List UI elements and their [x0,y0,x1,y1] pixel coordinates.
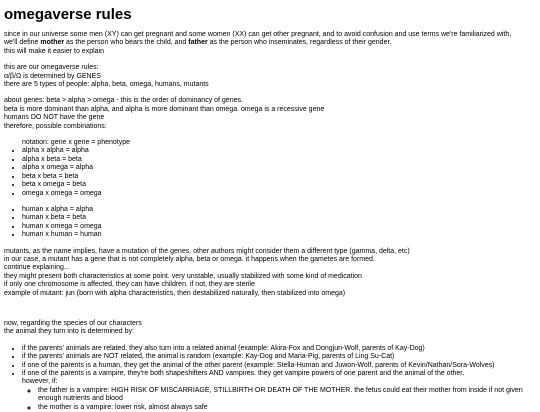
list-item: • if the parents' animals are related, they also turn into a related animal (example: Akira-Fox and Dongjun-Wolf, parents of Kay-Dog) [22,345,536,353]
father-term: father [188,39,208,47]
list-item: • beta x omega = beta [22,181,536,189]
list-item: • alpha x beta = beta [22,156,536,164]
rules-paragraph [4,64,536,89]
list-item: • alpha x alpha = alpha [22,147,536,155]
however-text: however, if: [22,378,58,386]
mutants-line-3: continue explaining... [4,264,70,272]
species-paragraph [4,320,536,337]
list-item: • human x beta = beta [22,214,536,222]
vampire-sub-list [22,387,536,412]
rules-line-2: α/β/Ω is determined by GENES [4,72,101,80]
list-item: • if the parents' animals are NOT related, the animal is random (example: Kay-Dog and Maria-Pig, parents of Ling Su-Cat) [22,353,536,361]
mutants-paragraph [4,248,536,298]
list-item: • human x alpha = alpha [22,206,536,214]
list-item: • beta x beta = beta [22,173,536,181]
intro-line-2-suffix: as the person who inseminates, regardless of their gender. [207,39,392,47]
mutants-line-2: in our case, a mutant has a gene that is not completely alpha, beta or omega. it happens when the gametes are formed. [4,255,375,263]
mutants-line-6: example of mutant: jun (born with alpha characteristics, then destabilized naturally, then stabilized into omega) [4,289,346,297]
mother-term: mother [40,39,65,47]
list-item: • if one of the parents is a human, they get the animal of the other parent (example: Stella-Human and Juwon-Wolf, parents of Kevin/Nathan/Sora-Wolves) [22,362,536,370]
combinations-list-a [4,147,536,197]
species-line-1: now, regarding the species of our characters [4,319,142,327]
intro-line-1: since in our universe some men (XY) can get pregnant and some women (XX) can get other pregnant, and to avoid confusion and use terms we're familiarized with, [4,31,512,38]
list-item: • alpha x omega = alpha [22,164,536,172]
genes-line-1: about genes: beta > alpha > omega - this is the order of dominancy of genes. [4,97,243,105]
intro-line-2-prefix: we'll define [4,39,41,47]
combinations-list-b [4,206,536,240]
intro-line-2 [4,39,536,47]
mutants-line-5: if only one chromosome is affected, they can have children. if not, they are sterile [4,281,255,289]
genes-paragraph [4,97,536,131]
list-item: ◦ the mother is a vampire: lower risk, almost always safe [38,404,536,412]
species-rules-list [4,345,536,412]
intro-line-3: this will make it easier to explain [4,47,104,55]
vampire-rule-text: • if one of the parents is a vampire, they're both shapeshifters AND vampires. they get vampire powers of one parent and the animal of the other. [22,370,465,377]
intro-paragraph [4,31,536,56]
genes-line-3: humans DO NOT have the gene [4,114,105,122]
mutants-line-1: mutants, as the name implies, have a mutation of the genes. other authors might consider them a different type (gamma, delta, etc) [4,247,410,255]
notation-label: notation: gene x gene = phenotype [22,139,131,147]
list-item: • omega x omega = omega [22,190,536,198]
genes-line-2: beta is more dominant than alpha, and alpha is more dominant than omega. omega is a recessive gene [4,105,325,113]
rules-line-3: there are 5 types of people: alpha, beta, omega, humans, mutants [4,81,209,89]
mutants-line-4: they might present both characteristics at some point. very unstable, usually stabilized with some kind of medication [4,272,362,280]
list-item: • human x human = human [22,231,536,239]
genes-line-4: therefore, possible combinations: [4,122,107,130]
intro-line-2-mid: as the person who bears the child, and [64,39,189,47]
rules-line-1: this are our omegaverse rules: [4,64,99,72]
page-title: omegaverse rules [4,6,132,23]
list-item [22,370,536,412]
list-item: • human x omega = omega [22,223,536,231]
list-item: ◦ the father is a vampire: HIGH RISK OF MISCARRIAGE, STILLBIRTH OR DEATH OF THE MOTHER. the fetus could eat their mother from inside if not given enough nutrients and blood [38,387,536,404]
species-line-2: the animal they turn into is determined by: [4,328,134,336]
